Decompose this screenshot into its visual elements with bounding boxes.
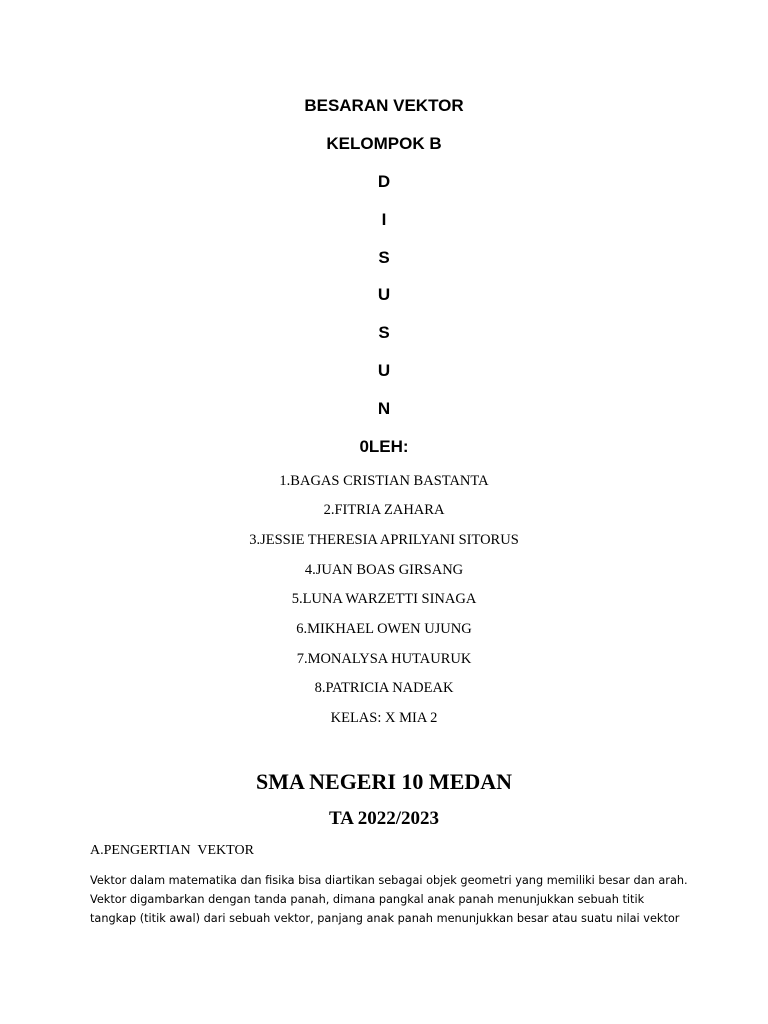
disusun-letter: D [377, 172, 391, 191]
member-name: 4.JUAN BOAS GIRSANG [304, 562, 464, 578]
oleh-label: 0LEH: [359, 437, 409, 456]
class-label: KELAS: X MIA 2 [330, 710, 438, 726]
paragraph-line: Vektor dalam matematika dan fisika bisa diartikan sebagai objek geometri yang memiliki besar dan arah. [90, 874, 688, 887]
disusun-letter: S [378, 248, 390, 267]
member-name: 7.MONALYSA HUTAURUK [296, 651, 472, 667]
paragraph-line: Vektor digambarkan dengan tanda panah, dimana pangkal anak panah menunjukkan sebuah titik [90, 893, 645, 906]
member-name: 5.LUNA WARZETTI SINAGA [291, 591, 477, 607]
school-name: SMA NEGERI 10 MEDAN [255, 769, 513, 794]
member-name: 8.PATRICIA NADEAK [314, 680, 454, 696]
disusun-letter: I [381, 210, 387, 229]
document-title: BESARAN VEKTOR [304, 96, 464, 115]
member-name: 3.JESSIE THERESIA APRILYANI SITORUS [249, 532, 519, 548]
disusun-letter: S [378, 323, 390, 342]
paragraph-line: tangkap (titik awal) dari sebuah vektor, panjang anak panah menunjukkan besar atau suatu nilai vektor [90, 912, 680, 925]
academic-year: TA 2022/2023 [329, 808, 439, 829]
disusun-letter: U [377, 285, 391, 304]
section-heading: A.PENGERTIAN VEKTOR [90, 843, 254, 858]
group-name: KELOMPOK B [326, 134, 442, 153]
member-name: 2.FITRIA ZAHARA [323, 502, 445, 518]
disusun-letter: N [377, 399, 391, 418]
member-name: 1.BAGAS CRISTIAN BASTANTA [279, 473, 489, 489]
disusun-letter: U [377, 361, 391, 380]
member-name: 6.MIKHAEL OWEN UJUNG [296, 621, 472, 637]
